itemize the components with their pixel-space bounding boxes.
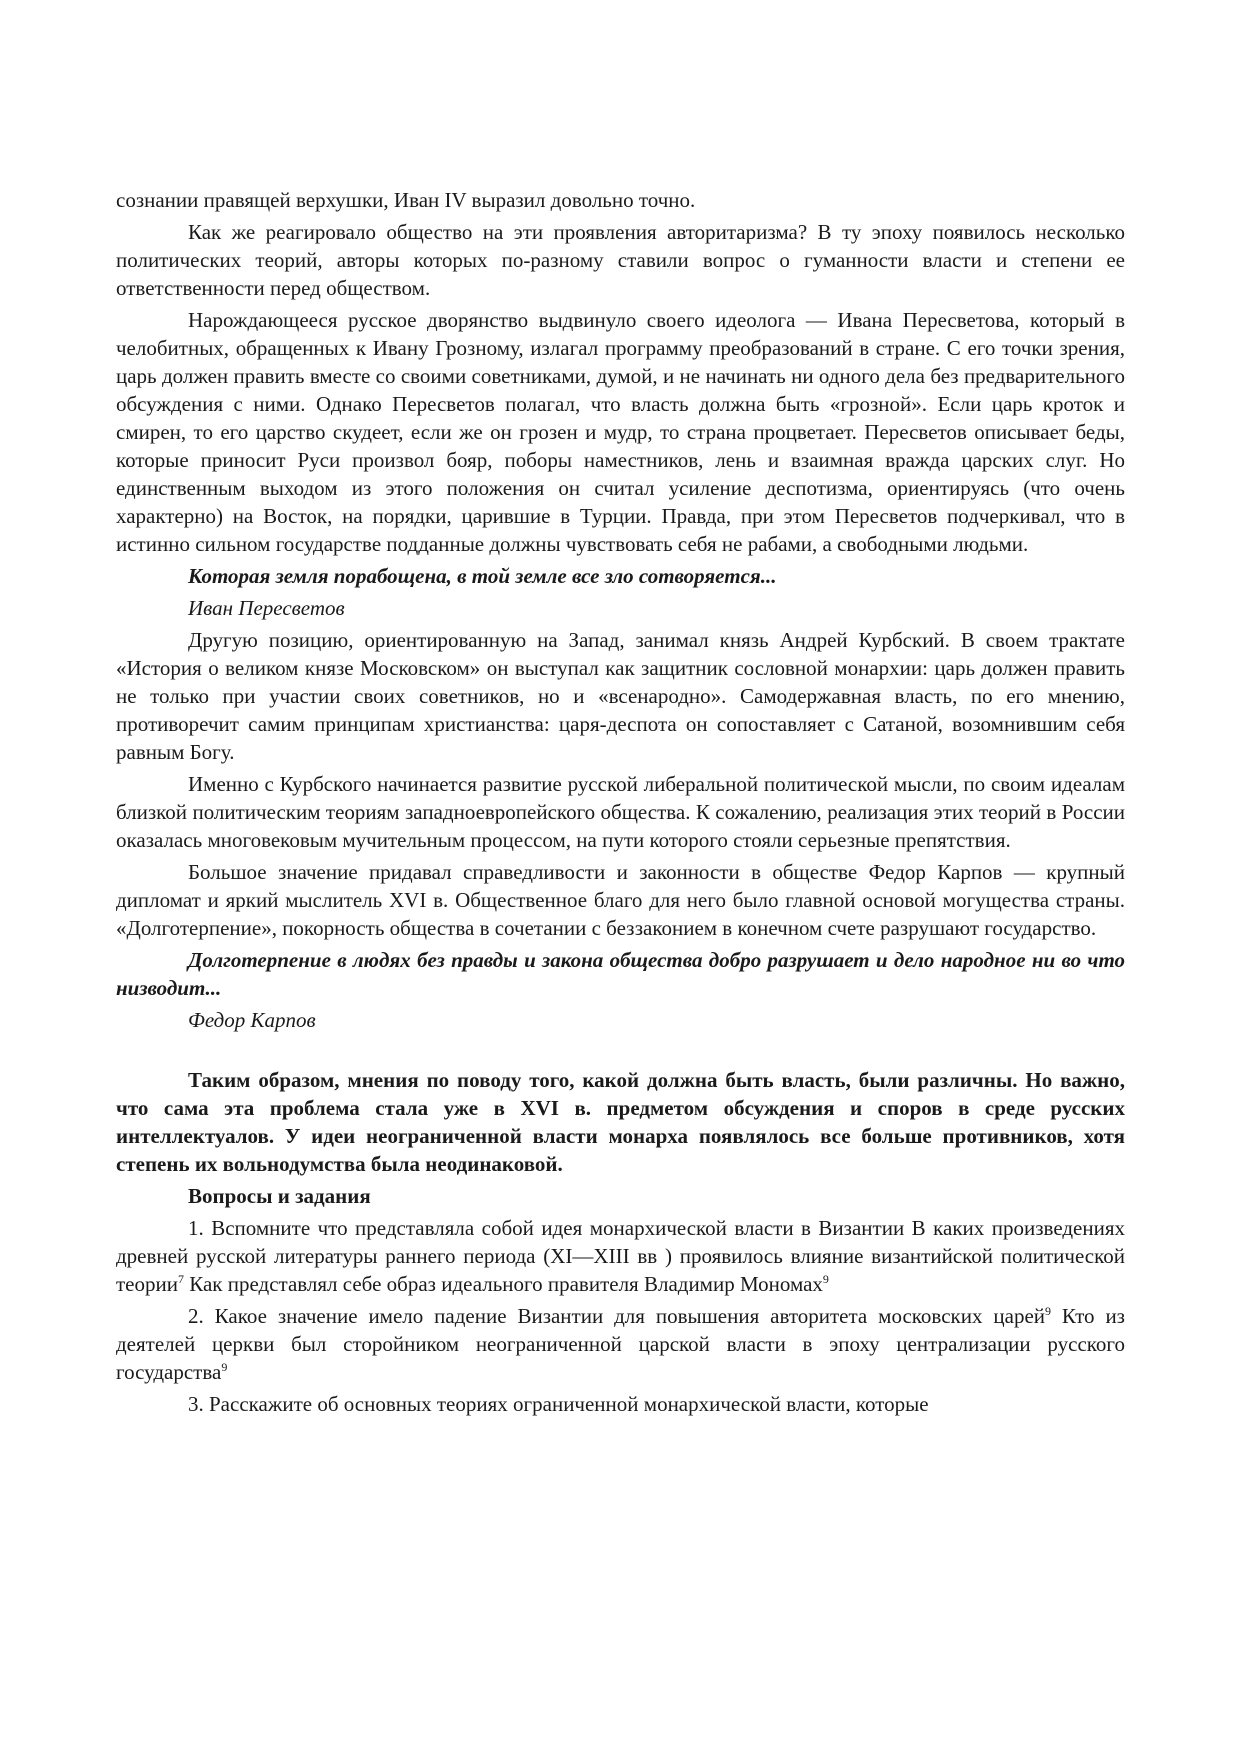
document-page	[116, 186, 1125, 1422]
quote: Долготерпение в людях без правды и закона общества добро разрушает и дело народное ни во что низводит...	[116, 948, 1125, 1000]
conclusion-paragraph: Таким образом, мнения по поводу того, какой должна быть власть, были различны. Но важно, что сама эта проблема стала уже в XVI в. предметом обсуждения и споров в среде русских интеллектуалов. У идеи неограниченной власти монарха появлялось все больше противников, хотя степень их вольнодумства была неодинаковой.	[116, 1068, 1125, 1176]
paragraph: Большое значение придавал справедливости и законности в обществе Федор Карпов — крупный дипломат и яркий мыслитель XVI в. Общественное благо для него было главной основой могущества страны. «Долготерпение», покорность общества в сочетании с беззаконием в конечном счете разрушают государство.	[116, 860, 1125, 940]
quote: Которая земля порабощена, в той земле все зло сотворяется...	[188, 564, 777, 588]
tasks-heading: Вопросы и задания	[188, 1184, 371, 1208]
quote-author: Федор Карпов	[188, 1008, 316, 1032]
paragraph: сознании правящей верхушки, Иван IV выразил довольно точно.	[116, 188, 696, 212]
paragraph: Именно с Курбского начинается развитие русской либеральной политической мысли, по своим идеалам близкой политическим теориям западноевропейского общества. К сожалению, реализация этих теорий в России оказалась многовековым мучительным процессом, на пути которого стояли серьезные препятствия.	[116, 772, 1125, 852]
footnote-mark: 9	[221, 1360, 228, 1374]
quote-author: Иван Пересветов	[188, 596, 345, 620]
footnote-mark: 9	[1045, 1304, 1052, 1318]
task-text: 1. Вспомните что представляла собой идея монархической власти в Византии В каких произведениях древней русской литературы раннего периода (XI—XIII вв ) проявилось влияние византийской политической теории	[116, 1216, 1125, 1296]
footnote-mark: 7	[177, 1272, 184, 1286]
task-item	[116, 1214, 1125, 1298]
task-item	[116, 1302, 1125, 1386]
paragraph: Нарождающееся русское дворянство выдвинуло своего идеолога — Ивана Пересветова, который в челобитных, обращенных к Ивану Грозному, излагал программу преобразований в стране. С его точки зрения, царь должен править вместе со своими советниками, думой, и не начинать ни одного дела без предварительного обсуждения с ними. Однако Пересветов полагал, что власть должна быть «грозной». Если царь кроток и смирен, то его царство скудеет, если же он грозен и мудр, то страна процветает. Пересветов описывает беды, которые приносит Руси произвол бояр, поборы наместников, лень и взаимная вражда царских слуг. Но единственным выходом из этого положения он считал усиление деспотизма, ориентируясь (что очень характерно) на Восток, на порядки, царившие в Турции. Правда, при этом Пересветов подчеркивал, что в истинно сильном государстве подданные должны чувствовать себя не рабами, а свободными людьми.	[116, 308, 1125, 556]
task-text: Кто из деятелей церкви был стоpойником неограниченной царской власти в эпоху централизации русского государства	[116, 1304, 1125, 1384]
paragraph: Другую позицию, ориентированную на Запад, занимал князь Андрей Курбский. В своем трактате «История о великом князе Московском» он выступал как защитник сословной монархии: царь должен править не только при участии своих советников, но и «всенародно». Самодержавная власть, по его мнению, противоречит самим принципам христианства: царя-деспота он сопоставляет с Сатаной, возомнившим себя равным Богу.	[116, 628, 1125, 764]
task-text: 2. Какое значение имело падение Византии для повышения авторитета московских царей	[188, 1304, 1046, 1328]
task-text: Как представлял себе образ идеального правителя Владимир Мономах	[183, 1272, 823, 1296]
spacer	[116, 1038, 1125, 1066]
footnote-mark: 9	[822, 1272, 829, 1286]
task-item: 3. Расскажите об основных теориях ограниченной монархической власти, которые	[188, 1392, 929, 1416]
paragraph: Как же реагировало общество на эти проявления авторитаризма? В ту эпоху появилось несколько политических теорий, авторы которых по-разному ставили вопрос о гуманности власти и степени ее ответственности перед обществом.	[116, 220, 1125, 300]
